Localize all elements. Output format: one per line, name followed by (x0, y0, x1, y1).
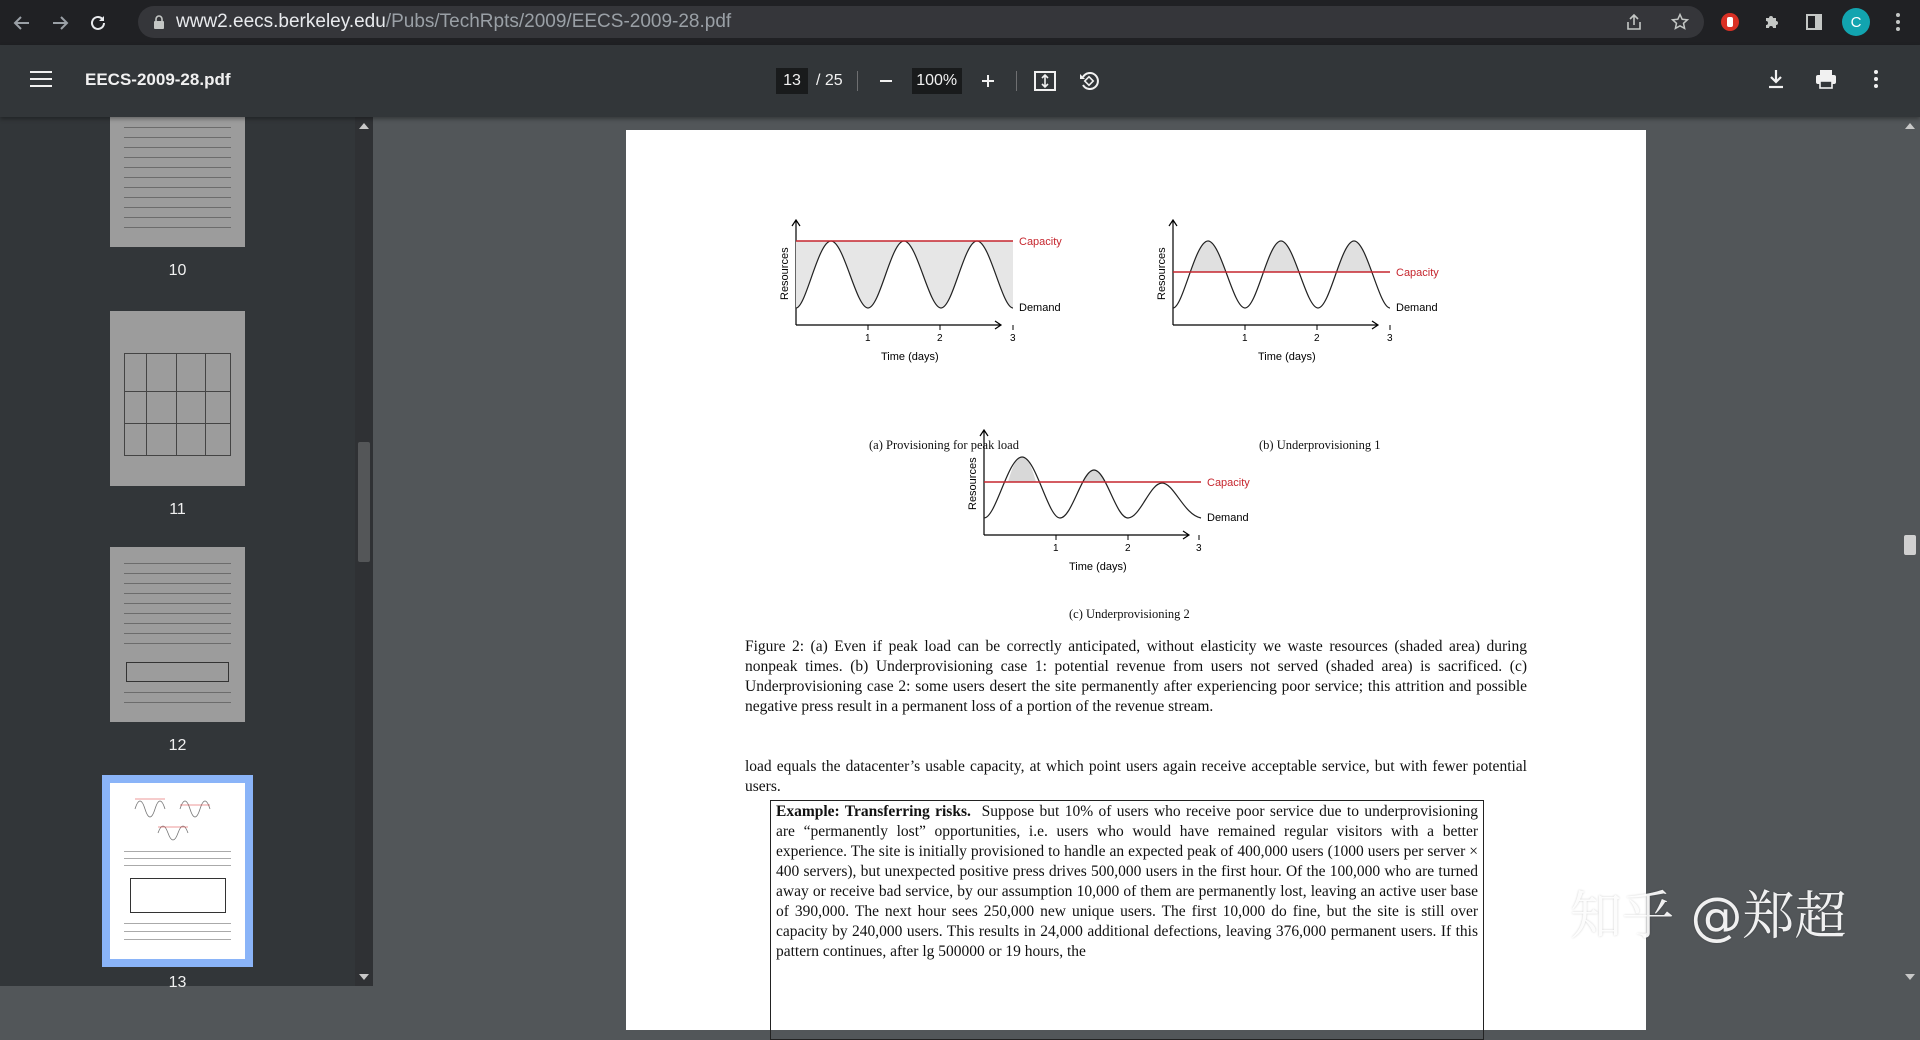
download-button[interactable] (1762, 65, 1790, 93)
subcaption-c: (c) Underprovisioning 2 (1069, 607, 1190, 621)
x-axis-label: Time (days) (1069, 561, 1127, 573)
menu-icon[interactable] (30, 71, 52, 89)
demand-label: Demand (1019, 302, 1061, 314)
tick-label: 3 (1010, 333, 1016, 344)
zoom-input[interactable] (912, 68, 962, 94)
thumbnail-label: 11 (169, 501, 186, 518)
ticks (1056, 535, 1199, 540)
sidebar-scrollbar[interactable] (355, 117, 373, 986)
viewer-scrollbar[interactable] (1900, 117, 1920, 986)
scroll-up-arrow-icon[interactable] (1905, 123, 1915, 129)
thumbnail-label: 13 (168, 974, 187, 991)
watermark: 知乎 @郑超 (1570, 887, 1847, 947)
kebab-menu-icon (1873, 69, 1879, 89)
fit-page-icon (1034, 71, 1056, 91)
plus-icon (980, 73, 996, 89)
shaded-area (796, 241, 1013, 308)
example-text: Suppose but 10% of users who receive poor service due to underprovisioning are “permanently lost” opportunities, i.e. users who would have remained regular visitors with a better experience. The site is initially provisioned to handle an expected peak of 400,000 users (1000 users per server × 400 servers), but unexpected positive press drives 500,000 users in the first hour. Of the 100,000 who are turned away or receive bad service, by our assumption 10,000 of them are permanently lost, leaving an active user base of 390,000. The next hour sees 250,000 new unique users. The first 10,000 do fine, but the site is still over capacity by 240,000 users. This results in 24,000 additional defections, leaving 376,000 permanent users. If this pattern continues, after lg 500000 or 19 hours, the (776, 803, 1479, 960)
capacity-label: Capacity (1019, 236, 1062, 248)
thumbnail-page-11[interactable] (110, 311, 245, 519)
url-text[interactable] (176, 11, 731, 33)
demand-label: Demand (1396, 302, 1438, 314)
zoom-out-button[interactable] (872, 67, 900, 95)
tick-label: 1 (865, 333, 871, 344)
profile-avatar[interactable]: C (1842, 8, 1870, 36)
x-axis-label: Time (days) (881, 351, 939, 363)
url-path: /Pubs/TechRpts/2009/EECS-2009-28.pdf (385, 11, 732, 32)
print-button[interactable] (1812, 65, 1840, 93)
x-axis-label: Time (days) (1258, 351, 1316, 363)
tick-label: 1 (1053, 543, 1059, 554)
example-title: Example: Transferring risks. (776, 803, 971, 820)
scrollbar-thumb[interactable] (1904, 535, 1916, 555)
address-bar[interactable] (138, 6, 1704, 38)
page-number-input[interactable] (776, 68, 808, 94)
chart-b (1153, 215, 1453, 365)
url-host: www2.eecs.berkeley.edu (176, 11, 386, 32)
y-axis-label: Resources (779, 247, 791, 300)
body-paragraph: load equals the datacenter’s usable capacity, at which point users again receive acceptable service, but with fewer potential users. (745, 758, 1527, 795)
scroll-down-arrow-icon[interactable] (1905, 974, 1915, 980)
total-pages: / 25 (816, 72, 843, 89)
extensions-puzzle-icon[interactable] (1758, 8, 1786, 36)
capacity-label: Capacity (1396, 267, 1439, 279)
pdf-viewer[interactable] (373, 117, 1900, 986)
thumbnail-label: 12 (168, 737, 187, 754)
chart-a (776, 215, 1062, 365)
share-icon[interactable] (1620, 8, 1648, 36)
divider (1016, 71, 1017, 91)
reload-button[interactable] (82, 7, 114, 39)
scroll-up-arrow-icon[interactable] (359, 123, 369, 129)
arrow-left-icon (13, 14, 31, 32)
figure-caption: Figure 2: (a) Even if peak load can be correctly anticipated, without elasticity we waste resources (shaded area) during nonpeak times. (b) Underprovisioning case 1: potential revenue from users not served (shaded area) is sacrificed. (c) Underprovisioning case 2: some users desert the site permanently after experiencing poor service; this attrition and possible negative press result in a permanent loss of a portion of the revenue stream. (745, 638, 1527, 715)
lock-icon[interactable] (152, 15, 166, 29)
zoom-in-button[interactable] (974, 67, 1002, 95)
adblock-extension-icon[interactable] (1716, 8, 1744, 36)
minus-icon (878, 73, 894, 89)
scrollbar-thumb[interactable] (358, 442, 370, 562)
document-title: EECS-2009-28.pdf (85, 70, 231, 89)
x-axis (1173, 321, 1378, 329)
rotate-button[interactable] (1075, 67, 1103, 95)
forward-button[interactable] (44, 7, 76, 39)
capacity-label: Capacity (1207, 477, 1250, 489)
thumbnail-image[interactable] (110, 547, 245, 722)
more-actions-button[interactable] (1862, 65, 1890, 93)
x-axis (984, 531, 1189, 539)
thumbnail-sidebar (0, 117, 355, 991)
chart-c (964, 420, 1264, 575)
tick-label: 3 (1387, 333, 1393, 344)
example-box (770, 800, 1484, 1040)
browser-menu-icon[interactable] (1884, 8, 1912, 36)
page-controls (776, 67, 1103, 95)
back-button[interactable] (6, 7, 38, 39)
tick-label: 1 (1242, 333, 1248, 344)
tick-label: 2 (937, 333, 943, 344)
tick-label: 2 (1125, 543, 1131, 554)
browser-chrome (0, 0, 1920, 45)
demand-curve (796, 241, 1013, 308)
subcaption-b: (b) Underprovisioning 1 (1259, 438, 1381, 452)
shaded-area (1008, 457, 1036, 482)
thumbnail-page-12[interactable] (110, 547, 245, 755)
thumbnail-label: 10 (168, 262, 187, 279)
reload-icon (89, 14, 107, 32)
x-axis (796, 321, 1001, 329)
thumbnail-image[interactable] (110, 783, 245, 959)
thumbnail-image[interactable] (110, 311, 245, 486)
printer-icon (1815, 69, 1837, 89)
ticks (868, 325, 1013, 330)
demand-label: Demand (1207, 512, 1249, 524)
rotate-icon (1078, 70, 1100, 92)
subcaption-a: (a) Provisioning for peak load (869, 438, 1019, 452)
fit-page-button[interactable] (1031, 67, 1059, 95)
side-panel-icon[interactable] (1800, 8, 1828, 36)
y-axis-label: Resources (967, 457, 979, 510)
pdf-toolbar (0, 45, 1920, 117)
tick-label: 3 (1196, 543, 1202, 554)
ticks (1245, 325, 1390, 330)
y-axis-label: Resources (1156, 247, 1168, 300)
pdf-page (626, 130, 1646, 1030)
arrow-right-icon (51, 14, 69, 32)
tick-label: 2 (1314, 333, 1320, 344)
divider (857, 71, 858, 91)
thumbnail-page-13-selected[interactable] (110, 783, 245, 992)
scroll-down-arrow-icon[interactable] (359, 974, 369, 980)
download-icon (1767, 69, 1785, 89)
bookmark-star-icon[interactable] (1666, 8, 1694, 36)
